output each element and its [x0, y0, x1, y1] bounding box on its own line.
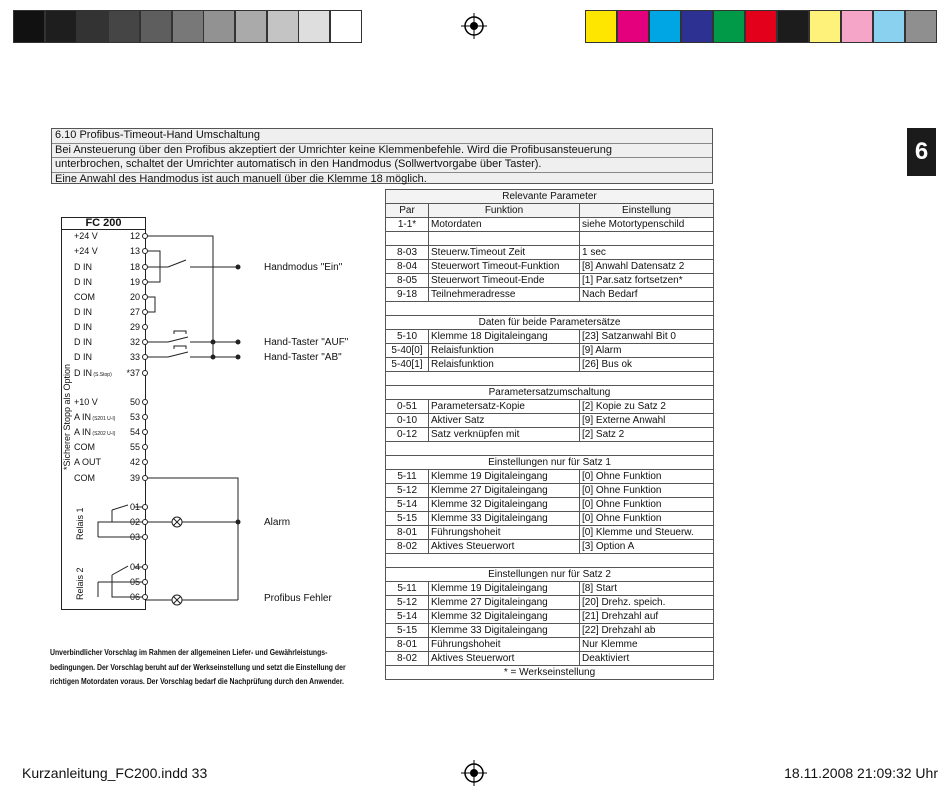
function-cell: Steuerw.Timeout Zeit: [429, 246, 580, 260]
function-cell: Klemme 33 Digitaleingang: [429, 624, 580, 638]
par-cell: 8-03: [386, 246, 429, 260]
terminal-number: 39: [129, 473, 140, 483]
par-cell: 5-15: [386, 624, 429, 638]
signal-hand-up: Hand-Taster "AUF": [264, 337, 349, 348]
terminal-number: 50: [129, 397, 140, 407]
gray-swatch: [76, 10, 108, 43]
par-cell: 5-12: [386, 596, 429, 610]
wiring-lines: [60, 216, 260, 616]
color-swatch: [905, 10, 937, 43]
table-row: [386, 246, 714, 260]
signal-alarm: Alarm: [264, 517, 291, 528]
color-swatch: [873, 10, 905, 43]
setting-cell: [1] Par.satz fortsetzen*: [580, 274, 714, 288]
gray-swatch: [108, 10, 140, 43]
terminal-number: 53: [129, 412, 140, 422]
color-swatch: [681, 10, 713, 43]
table-row: [386, 344, 714, 358]
footer-timestamp: 18.11.2008 21:09:32 Uhr: [784, 765, 938, 781]
par-cell: 5-10: [386, 330, 429, 344]
terminal-label: A IN (S202 U-I): [74, 427, 116, 437]
function-cell: Aktives Steuerwort: [429, 652, 580, 666]
terminal-label: COM: [74, 292, 95, 302]
color-swatch: [585, 10, 617, 43]
function-cell: Steuerwort Timeout-Funktion: [429, 260, 580, 274]
terminal-connector: [142, 248, 148, 254]
terminal-connector: [142, 519, 148, 525]
function-cell: Aktiver Satz: [429, 414, 580, 428]
function-cell: [429, 232, 580, 246]
color-swatch: [841, 10, 873, 43]
terminal-number: 33: [129, 352, 140, 362]
footer-filename: Kurzanleitung_FC200.indd 33: [22, 765, 208, 781]
par-cell: [386, 232, 429, 246]
table-spacer-row: [386, 554, 714, 568]
terminal-connector: [142, 504, 148, 510]
terminal-number: 12: [129, 231, 140, 241]
terminal-connector: [142, 309, 148, 315]
function-cell: Satz verknüpfen mit: [429, 428, 580, 442]
function-cell: Klemme 18 Digitaleingang: [429, 330, 580, 344]
signal-profibus-error: Profibus Fehler: [264, 593, 332, 604]
function-cell: Klemme 27 Digitaleingang: [429, 596, 580, 610]
color-swatch: [809, 10, 841, 43]
terminal-label: A IN (S201 U-I): [74, 412, 116, 422]
terminal-number: 20: [129, 292, 140, 302]
function-cell: Klemme 32 Digitaleingang: [429, 610, 580, 624]
safe-stop-note: *Sicherer Stopp als Option: [62, 363, 72, 470]
relay-terminal-number: 01: [129, 502, 140, 512]
setting-cell: siehe Motortypenschild: [580, 218, 714, 232]
gray-swatch: [203, 10, 235, 43]
chapter-tab: 6: [907, 128, 936, 176]
terminal-connector: [142, 279, 148, 285]
table-row: [386, 610, 714, 624]
relay-terminal-number: 04: [129, 562, 140, 572]
terminal-connector: [142, 429, 148, 435]
terminal-number: 13: [129, 246, 140, 256]
setting-cell: [3] Option A: [580, 540, 714, 554]
color-swatch: [649, 10, 681, 43]
intro-line: Eine Anwahl des Handmodus ist auch manuell über die Klemme 18 möglich.: [55, 172, 427, 185]
relay2-label: Relais 2: [75, 567, 85, 600]
table-row: [386, 470, 714, 484]
gray-swatch: [140, 10, 172, 43]
section-heading: * = Werkseinstellung: [386, 666, 714, 680]
parameter-table: [385, 189, 714, 680]
terminal-label: D IN: [74, 277, 92, 287]
gray-swatch: [330, 10, 362, 43]
table-row: [386, 218, 714, 232]
table-row: [386, 232, 714, 246]
intro-line: Bei Ansteuerung über den Profibus akzeptiert der Umrichter keine Klemmenbefehle. Wird die Profibusansteuerung: [52, 144, 712, 159]
setting-cell: [8] Start: [580, 582, 714, 596]
function-cell: Relaisfunktion: [429, 358, 580, 372]
signal-hand-mode: Handmodus "Ein": [264, 262, 343, 273]
relay-terminal-number: 06: [129, 592, 140, 602]
par-cell: 0-12: [386, 428, 429, 442]
terminal-label: +10 V: [74, 397, 98, 407]
terminal-connector: [142, 579, 148, 585]
terminal-label: +24 V: [74, 246, 98, 256]
relay1-label: Relais 1: [75, 507, 85, 540]
setting-cell: [9] Alarm: [580, 344, 714, 358]
setting-cell: [21] Drehzahl auf: [580, 610, 714, 624]
table-row: [386, 400, 714, 414]
table-row: [386, 540, 714, 554]
terminal-number: 42: [129, 457, 140, 467]
table-row: [386, 484, 714, 498]
registration-mark-icon: [461, 13, 487, 39]
terminal-number: 29: [129, 322, 140, 332]
table-row: [386, 260, 714, 274]
table-row: [386, 596, 714, 610]
table-spacer-row: [386, 372, 714, 386]
section-heading: Parametersatzumschaltung: [386, 386, 714, 400]
table-row: [386, 288, 714, 302]
setting-cell: [0] Ohne Funktion: [580, 512, 714, 526]
gray-swatch: [267, 10, 299, 43]
color-swatch: [713, 10, 745, 43]
column-header: Einstellung: [580, 204, 714, 218]
gray-swatch: [172, 10, 204, 43]
function-cell: Führungshoheit: [429, 638, 580, 652]
par-cell: 5-15: [386, 512, 429, 526]
terminal-connector: [142, 339, 148, 345]
par-cell: 8-04: [386, 260, 429, 274]
setting-cell: [2] Satz 2: [580, 428, 714, 442]
terminal-label: D IN: [74, 307, 92, 317]
terminal-number: 27: [129, 307, 140, 317]
terminal-label: COM: [74, 473, 95, 483]
setting-cell: Nach Bedarf: [580, 288, 714, 302]
relay-terminal-number: 05: [129, 577, 140, 587]
terminal-connector: [142, 564, 148, 570]
terminal-label: A OUT: [74, 457, 102, 467]
registration-mark-icon: [461, 760, 487, 786]
table-row: [386, 498, 714, 512]
setting-cell: 1 sec: [580, 246, 714, 260]
color-swatch: [617, 10, 649, 43]
terminal-label: D IN: [74, 322, 92, 332]
terminal-number: 18: [129, 262, 140, 272]
par-cell: 9-18: [386, 288, 429, 302]
table-section-row: [386, 456, 714, 470]
terminal-connector: [142, 444, 148, 450]
function-cell: Aktives Steuerwort: [429, 540, 580, 554]
par-cell: 5-11: [386, 470, 429, 484]
par-cell: 5-40[0]: [386, 344, 429, 358]
function-cell: Klemme 19 Digitaleingang: [429, 582, 580, 596]
setting-cell: Nur Klemme: [580, 638, 714, 652]
table-header-row: [386, 204, 714, 218]
terminal-label: +24 V: [74, 231, 98, 241]
table-row: [386, 638, 714, 652]
function-cell: Klemme 27 Digitaleingang: [429, 484, 580, 498]
color-swatch: [745, 10, 777, 43]
relay-terminal-number: 03: [129, 532, 140, 542]
par-cell: 5-11: [386, 582, 429, 596]
terminal-label: D IN: [74, 262, 92, 272]
par-cell: 0-51: [386, 400, 429, 414]
setting-cell: [9] Externe Anwahl: [580, 414, 714, 428]
section-heading: Einstellungen nur für Satz 1: [386, 456, 714, 470]
device-title: FC 200: [61, 217, 146, 230]
terminal-number: 54: [129, 427, 140, 437]
setting-cell: [0] Ohne Funktion: [580, 498, 714, 512]
setting-cell: Deaktiviert: [580, 652, 714, 666]
terminal-number: 55: [129, 442, 140, 452]
terminal-connector: [142, 264, 148, 270]
setting-cell: [2] Kopie zu Satz 2: [580, 400, 714, 414]
function-cell: Steuerwort Timeout-Ende: [429, 274, 580, 288]
terminal-connector: [142, 233, 148, 239]
terminal-label: D IN: [74, 337, 92, 347]
function-cell: Teilnehmeradresse: [429, 288, 580, 302]
section-heading: Daten für beide Parametersätze: [386, 316, 714, 330]
disclaimer-line: Unverbindlicher Vorschlag im Rahmen der allgemeinen Liefer- und Gewährleistungs-: [50, 648, 328, 657]
terminal-number: *37: [126, 368, 140, 378]
intro-line: unterbrochen, schaltet der Umrichter automatisch in den Handmodus (Sollwertvorgabe über Taster).: [52, 158, 712, 173]
terminal-connector: [142, 594, 148, 600]
terminal-number: 32: [129, 337, 140, 347]
par-cell: 5-14: [386, 498, 429, 512]
disclaimer-line: bedingungen. Der Vorschlag beruht auf der Werkseinstellung und setzt die Einstellung der: [50, 662, 346, 672]
section-intro: [51, 128, 713, 184]
table-section-row: [386, 190, 714, 204]
par-cell: 1-1*: [386, 218, 429, 232]
gray-swatch: [45, 10, 77, 43]
table-row: [386, 274, 714, 288]
setting-cell: [0] Klemme und Steuerw.: [580, 526, 714, 540]
function-cell: Parametersatz-Kopie: [429, 400, 580, 414]
table-spacer-row: [386, 442, 714, 456]
table-section-row: [386, 666, 714, 680]
function-cell: Klemme 19 Digitaleingang: [429, 470, 580, 484]
par-cell: 5-40[1]: [386, 358, 429, 372]
par-cell: 5-14: [386, 610, 429, 624]
disclaimer-line: richtigen Motordaten voraus. Der Vorschlag bedarf die Nachprüfung durch den Anwender.: [50, 677, 344, 686]
table-row: [386, 624, 714, 638]
function-cell: Klemme 32 Digitaleingang: [429, 498, 580, 512]
terminal-label: D IN: [74, 352, 92, 362]
terminal-connector: [142, 534, 148, 540]
terminal-connector: [142, 414, 148, 420]
par-cell: 8-05: [386, 274, 429, 288]
table-row: [386, 652, 714, 666]
color-swatch: [777, 10, 809, 43]
gray-swatch: [298, 10, 330, 43]
signal-hand-down: Hand-Taster "AB": [264, 352, 342, 363]
setting-cell: [23] Satzanwahl Bit 0: [580, 330, 714, 344]
table-row: [386, 330, 714, 344]
terminal-connector: [142, 475, 148, 481]
terminal-label: D IN (S.Stop): [74, 368, 112, 378]
terminal-connector: [142, 324, 148, 330]
function-cell: Motordaten: [429, 218, 580, 232]
terminal-number: 19: [129, 277, 140, 287]
table-row: [386, 526, 714, 540]
table-spacer-row: [386, 302, 714, 316]
setting-cell: [22] Drehzahl ab: [580, 624, 714, 638]
table-row: [386, 358, 714, 372]
section-title: 6.10 Profibus-Timeout-Hand Umschaltung: [52, 129, 712, 144]
setting-cell: [26] Bus ok: [580, 358, 714, 372]
par-cell: 5-12: [386, 484, 429, 498]
section-heading: Einstellungen nur für Satz 2: [386, 568, 714, 582]
terminal-connector: [142, 294, 148, 300]
setting-cell: [580, 232, 714, 246]
par-cell: 8-02: [386, 540, 429, 554]
column-header: Par: [386, 204, 429, 218]
par-cell: 8-01: [386, 526, 429, 540]
table-row: [386, 512, 714, 526]
setting-cell: [0] Ohne Funktion: [580, 470, 714, 484]
gray-swatch: [235, 10, 267, 43]
table-section-row: [386, 316, 714, 330]
terminal-connector: [142, 399, 148, 405]
terminal-connector: [142, 459, 148, 465]
function-cell: Führungshoheit: [429, 526, 580, 540]
setting-cell: [8] Anwahl Datensatz 2: [580, 260, 714, 274]
setting-cell: [0] Ohne Funktion: [580, 484, 714, 498]
table-section-row: [386, 386, 714, 400]
function-cell: Klemme 33 Digitaleingang: [429, 512, 580, 526]
par-cell: 8-01: [386, 638, 429, 652]
terminal-connector: [142, 370, 148, 376]
table-row: [386, 428, 714, 442]
function-cell: Relaisfunktion: [429, 344, 580, 358]
table-section-row: [386, 568, 714, 582]
disclaimer: [50, 646, 346, 690]
column-header: Funktion: [429, 204, 580, 218]
gray-swatch: [13, 10, 45, 43]
terminal-connector: [142, 354, 148, 360]
terminal-label: COM: [74, 442, 95, 452]
relay-terminal-number: 02: [129, 517, 140, 527]
table-row: [386, 582, 714, 596]
table-row: [386, 414, 714, 428]
par-cell: 8-02: [386, 652, 429, 666]
setting-cell: [20] Drehz. speich.: [580, 596, 714, 610]
section-heading: Relevante Parameter: [386, 190, 714, 204]
par-cell: 0-10: [386, 414, 429, 428]
